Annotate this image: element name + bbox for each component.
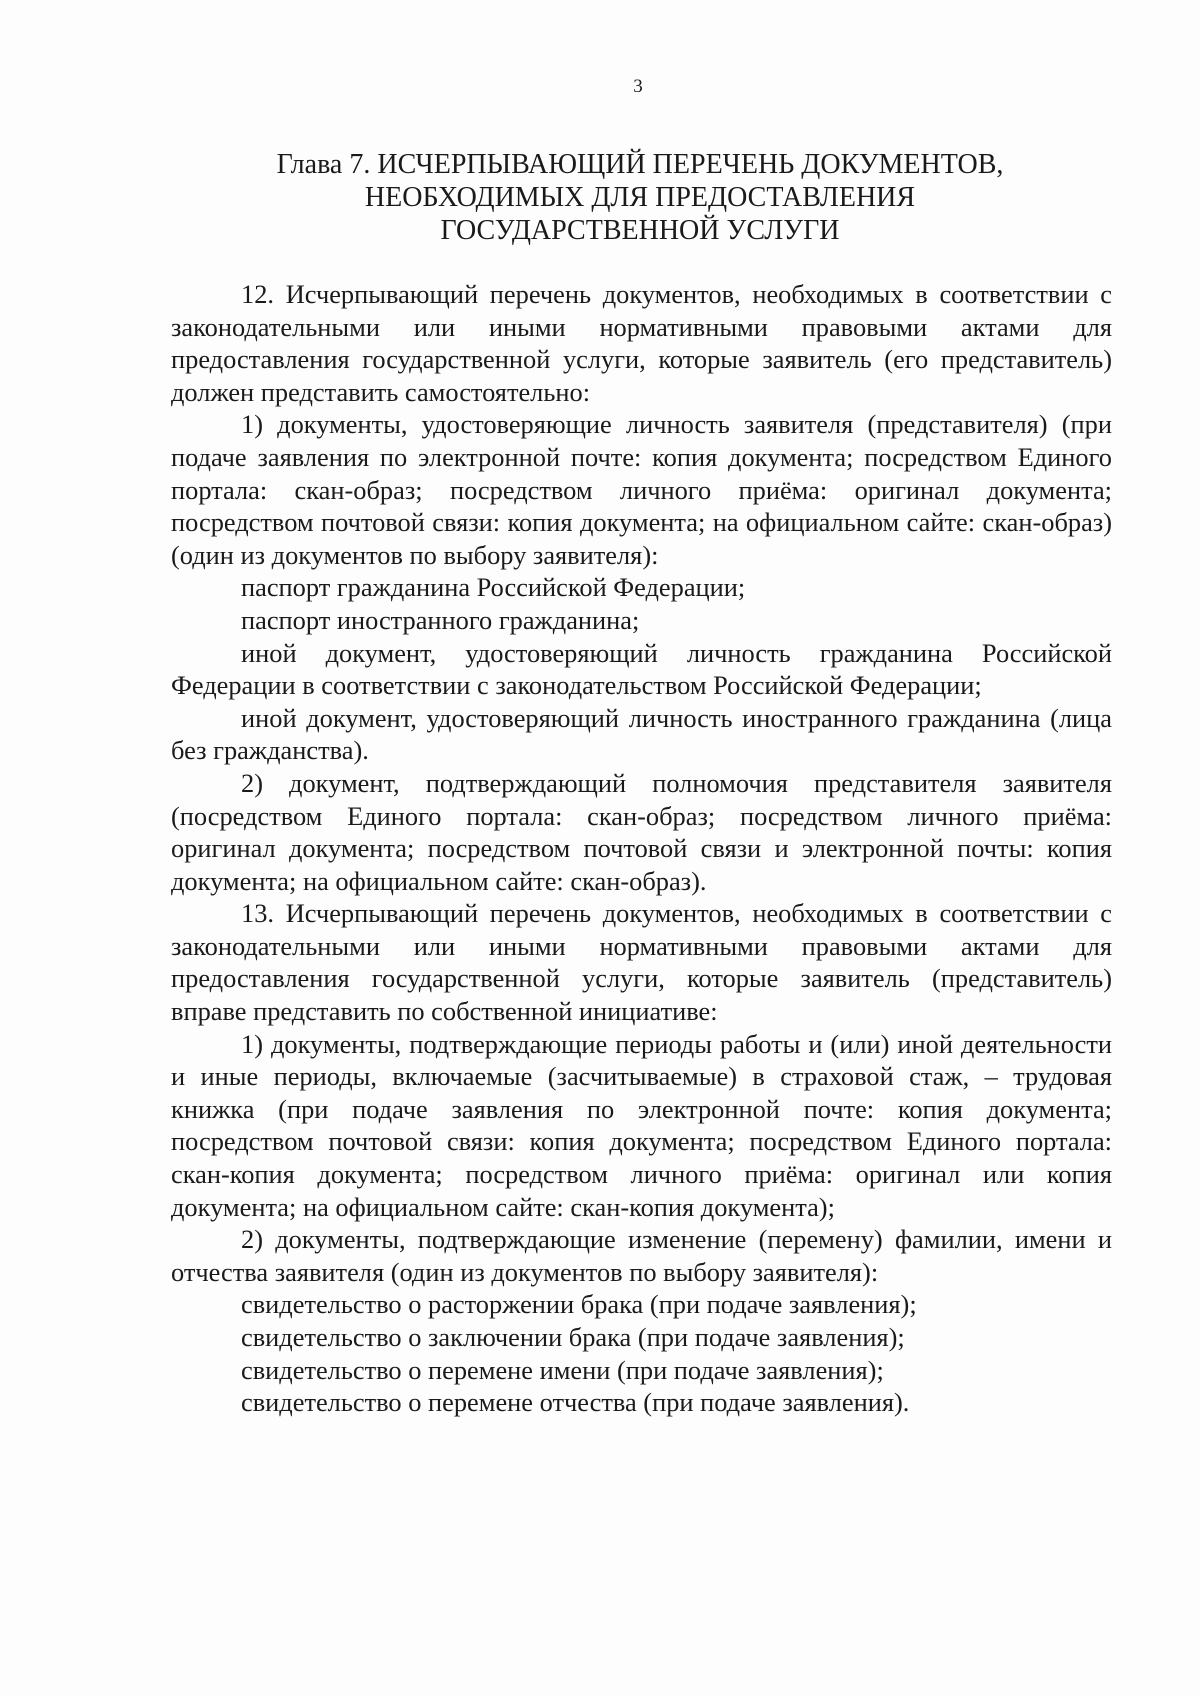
paragraph-13: 13. Исчерпывающий перечень документов, необходимых в соответствии с законодательными или иными нормативными правовыми актами для предоставления государственной услуги, которые заявитель (представитель) вправе представить по собственной инициативе:: [171, 898, 1112, 1027]
list-item-divorce-certificate: свидетельство о расторжении брака (при подаче заявления);: [241, 1289, 917, 1320]
chapter-title-line-2: НЕОБХОДИМЫХ ДЛЯ ПРЕДОСТАВЛЕНИЯ: [364, 182, 916, 213]
list-item-passport-rf: паспорт гражданина Российской Федерации;: [241, 572, 746, 603]
chapter-title-line-1: Глава 7. ИСЧЕРПЫВАЮЩИЙ ПЕРЕЧЕНЬ ДОКУМЕНТОВ,: [276, 149, 1004, 180]
list-item-other-doc-foreign: иной документ, удостоверяющий личность иностранного гражданина (лица без гражданства).: [171, 702, 1112, 766]
paragraph-12-item-1: 1) документы, удостоверяющие личность заявителя (представителя) (при подаче заявления по электронной почте: копия документа; посредством Единого портала: скан-образ; посредством личного приёма: оригинал документа; посредством почтовой связи: копия документа; на официальном сайте: скан-образ) (один из документов по выбору заявителя):: [171, 409, 1112, 570]
paragraph-12-item-2: 2) документ, подтверждающий полномочия представителя заявителя (посредством Единого портала: скан-образ; посредством личного приёма: оригинал документа; посредством почтовой связи и электронной почты: копия документа; на официальном сайте: скан-образ).: [171, 767, 1112, 896]
page-number: 3: [633, 76, 643, 97]
list-item-marriage-certificate: свидетельство о заключении брака (при подаче заявления);: [241, 1322, 905, 1352]
paragraph-12: 12. Исчерпывающий перечень документов, необходимых в соответствии с законодательными или иными нормативными правовыми актами для предоставления государственной услуги, которые заявитель (его представитель) должен представить самостоятельно:: [171, 279, 1112, 407]
list-item-other-doc-rf: иной документ, удостоверяющий личность гражданина Российской Федерации в соответствии с законодательством Российской Федерации;: [171, 637, 1112, 701]
list-item-name-change-certificate: свидетельство о перемене имени (при подаче заявления);: [241, 1354, 884, 1385]
chapter-title: [170, 148, 1110, 247]
paragraph-13-item-2: 2) документы, подтверждающие изменение (перемену) фамилии, имени и отчества заявителя (один из документов по выбору заявителя):: [171, 1224, 1112, 1287]
paragraph-13-item-1: 1) документы, подтверждающие периоды работы и (или) иной деятельности и иные периоды, включаемые (засчитываемые) в страховой стаж, – трудовая книжка (при подаче заявления по электронной почте: копия документа; посредством почтовой связи: копия документа; посредством Единого портала: скан-копия документа; посредством личного приёма: оригинал или копия документа; на официальном сайте: скан-копия документа);: [171, 1028, 1112, 1222]
list-item-patronymic-change-certificate: свидетельство о перемене отчества (при подаче заявления).: [241, 1387, 910, 1418]
list-item-passport-foreign: паспорт иностранного гражданина;: [241, 604, 640, 635]
document-body: [171, 278, 1112, 1419]
chapter-title-line-3: ГОСУДАРСТВЕННОЙ УСЛУГИ: [440, 215, 840, 246]
